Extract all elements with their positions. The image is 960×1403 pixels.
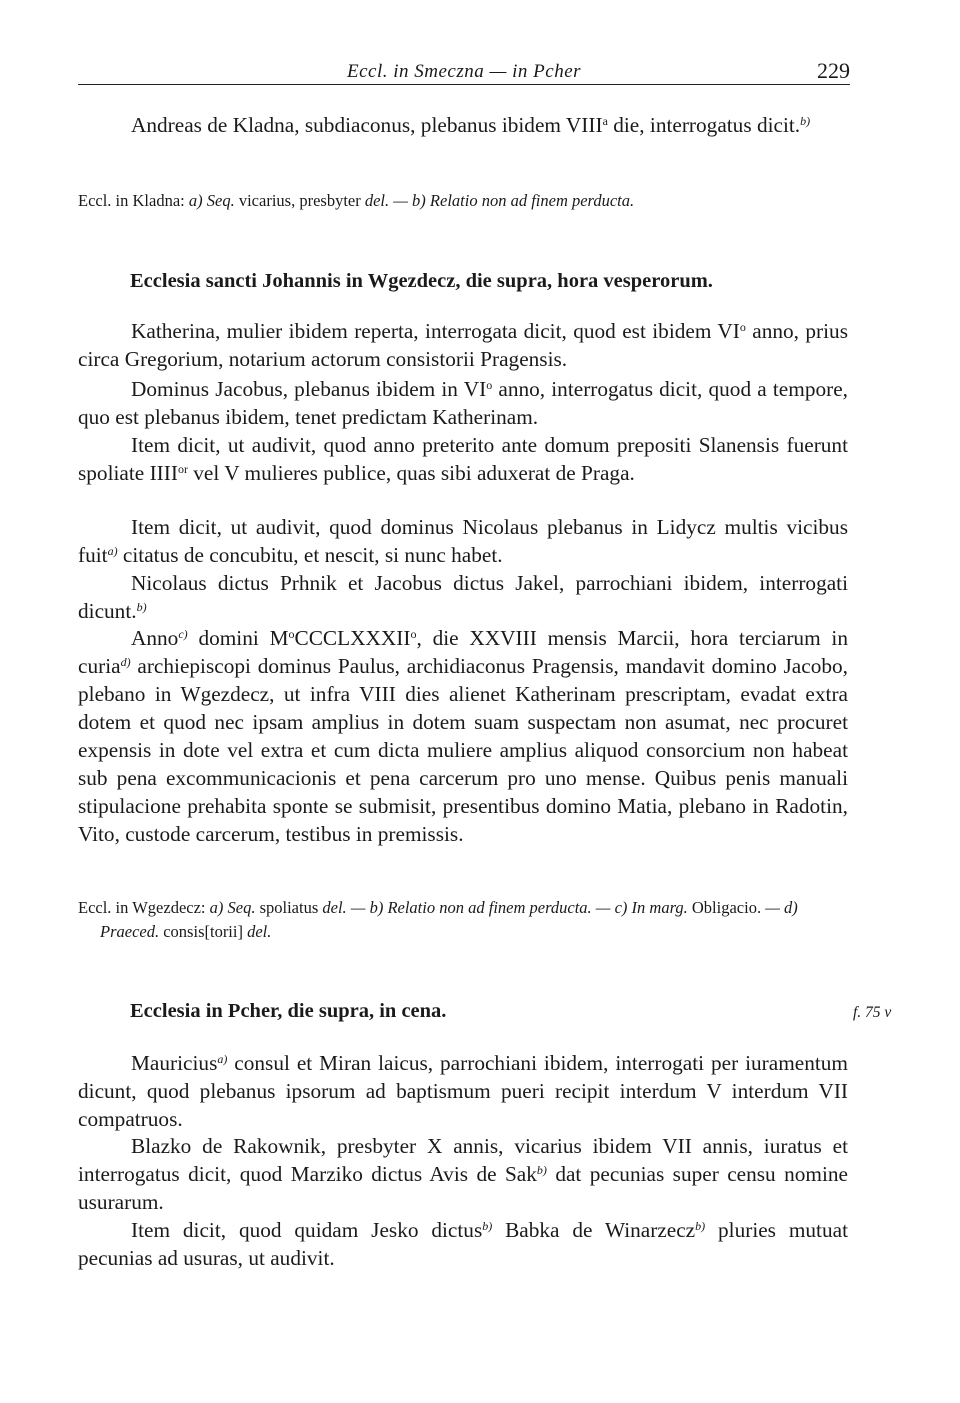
kladna-paragraph: Andreas de Kladna, subdiaconus, plebanus ibidem VIII$^a$ die, interrogatus dicit.$^{b)}$	[131, 113, 811, 137]
wgezdecz-paragraph-6: Anno$^{c)}$ domini $M^oCCCLXXXII^o$, die XXVIII mensis Marcii, hora terciarum in curia$^{d)}$ archiepiscopi dominus Paulus, archidiaconus Pragensis, mandavit domino Jacobo, plebano in Wgezdecz, ut infra VIII dies alienet Katherinam prescriptam, evadat extra dotem et quod nec ipsam amplius in dotem suam suspectam non asumat, nec procuret expensis in dote vel extra et cum dicta muliere amplius aliquod consorcium non habeat sub pena excommunicacionis et pena carcerum pro uno mense. Quibus penis manuali stipulacione prehabita sponte se submisit, presentibus domino Matia, plebano in Radotin, Vito, custode carcerum, testibus in premissis.	[78, 626, 848, 846]
wgezdecz-paragraph-2: Dominus Jacobus, plebanus ibidem in $VI^o$ anno, interrogatus dicit, quod a tempore, quo est plebanus ibidem, tenet predictam Katherinam.	[78, 377, 848, 429]
wgezdecz-paragraph-3: Item dicit, ut audivit, quod anno preterito ante domum prepositi Slanensis fuerunt spoliate $IIII^{or}$ vel V mulieres publice, quas sibi aduxerat de Praga.	[78, 433, 848, 485]
section-heading-wgezdecz: Ecclesia sancti Johannis in Wgezdecz, die supra, hora vesperorum.	[130, 270, 713, 292]
page-number: 229	[817, 58, 850, 83]
wgezdecz-footnotes: Eccl. in Wgezdecz: a) Seq. spoliatus del. — b) Relatio non ad finem perducta. — c) In marg. Obligacio. — d) Praeced. consis[torii] del.	[78, 898, 798, 941]
pcher-paragraph-3: Item dicit, quod quidam Jesko dictus$^{b)}$ Babka de Winarzecz$^{b)}$ pluries mutuat pecunias ad usuras, ut audivit.	[78, 1218, 848, 1270]
wgezdecz-paragraph-4: Item dicit, ut audivit, quod dominus Nicolaus plebanus in Lidycz multis vicibus fuit$^{a)}$ citatus de concubitu, et nescit, si nunc habet.	[78, 515, 848, 567]
pcher-paragraph-1: Mauricius$^{a)}$ consul et Miran laicus, parrochiani ibidem, interrogati per iuramentum dicunt, quod plebanus ipsorum ad baptismum pueri recipit interdum V interdum VII compatruos.	[78, 1051, 848, 1131]
wgezdecz-paragraph-5: Nicolaus dictus Prhnik et Jacobus dictus Jakel, parrochiani ibidem, interrogati dicunt.$^{b)}$	[78, 571, 848, 623]
pcher-paragraph-2: Blazko de Rakownik, presbyter X annis, vicarius ibidem VII annis, iuratus et interrogatus dicit, quod Marziko dictus Avis de Sak$^{b)}$ dat pecunias super censu nomine usurarum.	[78, 1134, 848, 1214]
section-heading-pcher: Ecclesia in Pcher, die supra, in cena.	[130, 1000, 447, 1022]
running-header	[78, 58, 850, 85]
wgezdecz-paragraph-1: Katherina, mulier ibidem reperta, interrogata dicit, quod est ibidem $VI^o$ anno, prius circa Gregorium, notarium actorum consistorii Pragensis.	[78, 319, 848, 371]
folio-marker: f. 75 v	[853, 1004, 892, 1021]
kladna-footnotes: Eccl. in Kladna: a) Seq. vicarius, presbyter del. — b) Relatio non ad finem perducta.	[78, 191, 635, 210]
running-title: Eccl. in Smeczna — in Pcher	[346, 61, 582, 82]
